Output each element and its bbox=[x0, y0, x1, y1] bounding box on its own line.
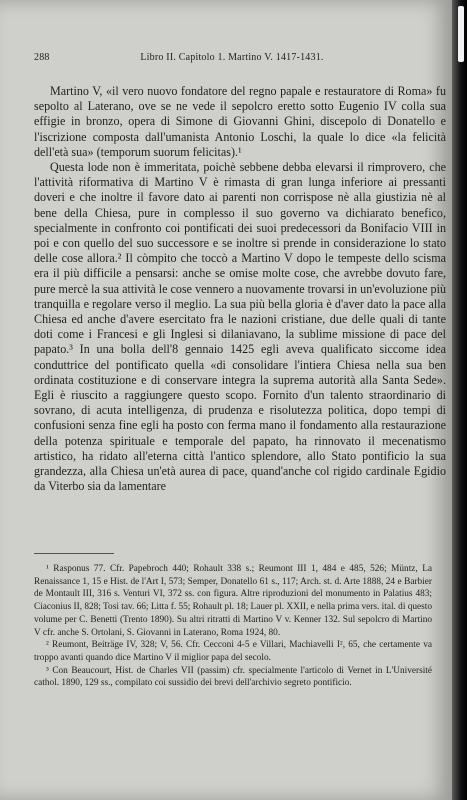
running-title: Libro II. Capitolo 1. Martino V. 1417-1431. bbox=[140, 52, 324, 63]
running-header bbox=[34, 52, 430, 66]
paragraph-2: Questa lode non è immeritata, poichè sebbene debba elevarsi il rimprovero, che l'attività riformativa di Martino V è rimasta di gran lunga inferiore ai pressanti doveri e che inoltre il favore dato ai parenti non corrispose nè alla giustizia nè al bene della Chiesa, pure in complesso il suo governo va dichiarato benefico, specialmente in confronto coi pontificati dei suoi predecessori da Bonifacio VIII in poi e con quello del suo successore e se inoltre si prende in considerazione lo stato delle cose allora.² Il còmpito che toccò a Martino V dopo le tempeste dello scisma era il più difficile a pensarsi: anche se omise molte cose, che avrebbe dovuto fare, pure mercè la sua attività le cose vennero a nuovamente trovarsi in un'evoluzione più tranquilla e regolare verso il meglio. La sua più bella gloria è d'aver dato la pace alla Chiesa ed anche d'avere esercitato fra le nazioni cristiane, due delle quali di tante doti come i Francesi e gli Inglesi si dilaniavano, la sublime missione di pace del papato.³ In una bolla dell'8 gennaio 1425 egli aveva qualificato siccome idea conduttrice del pontificato quella «di consolidare l'intiera Chiesa nella sua ben ordinata costituzione e di conservare integra la suprema autorità alla Santa Sede». Egli è riuscito a raggiungere questo scopo. Fornito d'un talento straordinario di sovrano, di acuta intelligenza, di prudenza e risolutezza politica, dopo tempi di confusioni senza fine egli ha posto con ferma mano il fondamento alla restaurazione della potenza spirituale e temporale del papato, ha rinnovato il mecenatismo artistico, ha ridato all'eterna città l'antico splendore, allo Stato pontificio la sua grandezza, alla Chiesa un'età aurea di pace, quand'anche col rigido cardinale Egidio da Viterbo sia da lamentare bbox=[34, 160, 446, 494]
page-number: 288 bbox=[34, 52, 50, 63]
footnote-3: ³ Con Beaucourt, Hist. de Charles VII (passim) cfr. specialmente l'articolo di Vernet in L'Université cathol. 1890, 129 ss., compilato coi sussidio dei brevi dell'archivio segreto pontificio. bbox=[34, 665, 432, 689]
paragraph-1: Martino V, «il vero nuovo fondatore del regno papale e restauratore di Roma» fu sepolto al Laterano, ove se ne vede il sepolcro eretto sotto Eugenio IV colla sua effigie in bronzo, opera di Simone di Giovanni Ghini, discepolo di Donatello e l'iscrizione composta dall'umanista Antonio Loschi, la quale lo dice «la felicità dell'età sua» (temporum suorum felicitas).¹ bbox=[34, 84, 446, 159]
footnote-2: ² Reumont, Beiträge IV, 328; V, 56. Cfr. Cecconi 4-5 e Villari, Machiavelli I², 65, che certamente va troppo avanti quando dice Martino V il miglior papa del secolo. bbox=[34, 640, 432, 663]
footnotes bbox=[34, 563, 432, 690]
page-edge-shadow bbox=[452, 0, 467, 800]
page-edge-highlight bbox=[458, 6, 464, 62]
footnote-1: ¹ Rasponus 77. Cfr. Papebroch 440; Rohault 338 s.; Reumont III 1, 484 e 485, 526; Müntz, La Renaissance 1, 15 e Hist. de l'Art I, 573; Semper, Donatello 61 s., 117; Arch. st. d. Arte 1888, 24 e Barbier de Montault III, 316 s. Venturi VI, 372 ss. con figura. Altre riproduzioni del monumento in Palatius 483; Ciaconius II, 828; Tosi tav. 66; Litta f. 55; Rohault pl. 18; Lauer pl. XXII, e nella prima vers. ital. di questo volume per C. Benetti (Trento 1890). Su altri ritratti di Martino V v. Kenner 132. Sul sepolcro di Martino V cfr. anche S. Ortolani, S. Giovanni in Laterano, Roma 1924, 80. bbox=[34, 564, 433, 638]
main-text bbox=[34, 84, 446, 494]
footnote-rule bbox=[34, 553, 114, 554]
